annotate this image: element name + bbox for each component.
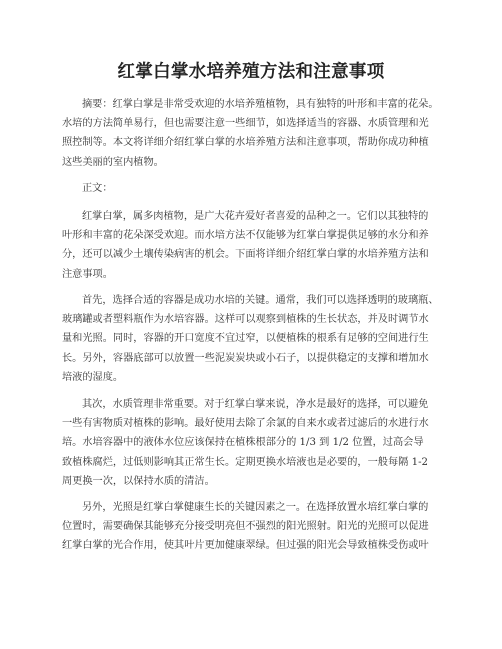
paragraph-line: 培。水培容器中的液体水位应该保持在植株根部分的 1/3 到 1/2 位置，过高会导 bbox=[62, 437, 424, 449]
paragraph-line: 一些有害物质对植株的影响。最好使用去除了余氯的自来水或者过滤后的水进行水 bbox=[62, 418, 429, 430]
intro-paragraph bbox=[62, 207, 462, 284]
paragraph-line: 照控制等。本文将详细介绍红掌白掌的水培养殖方法和注意事项，帮助你成功种植 bbox=[62, 137, 429, 149]
paragraph-line: 正文： bbox=[82, 183, 113, 194]
paragraph-line: 红掌白掌的光合作用，使其叶片更加健康翠绿。但过强的阳光会导致植株受伤或叶 bbox=[62, 540, 429, 552]
paragraph-line: 其次，水质管理非常重要。对于红掌白掌来说，净水是最好的选择，可以避免 bbox=[82, 399, 429, 410]
paragraph-line: 分，还可以减少土壤传染病害的机会。下面将详细介绍红掌白掌的水培养殖方法和 bbox=[62, 249, 429, 261]
document-title: 红掌白掌水培养殖方法和注意事项 bbox=[117, 62, 385, 82]
paragraph-line: 玻璃罐或者塑料瓶作为水培容器。这样可以观察到植株的生长状态，并及时调节水 bbox=[62, 314, 429, 326]
paragraph-line: 周更换一次，以保持水质的清洁。 bbox=[62, 475, 215, 487]
paragraph-line: 培液的湿度。 bbox=[62, 371, 124, 383]
container-paragraph bbox=[62, 291, 462, 387]
light-paragraph bbox=[62, 498, 462, 556]
paragraph-line: 量和光照。同时，容器的开口宽度不宜过窄，以便植株的根系有足够的空间进行生 bbox=[62, 333, 429, 345]
paragraph-line: 水培的方法简单易行，但也需要注意一些细节，如选择适当的容器、水质管理和光 bbox=[62, 118, 429, 130]
paragraph-line: 位置时，需要确保其能够充分接受明亮但不强烈的阳光照射。阳光的光照可以促进 bbox=[62, 521, 429, 533]
paragraph-line: 致植株腐烂，过低则影响其正常生长。定期更换水培液也是必要的，一般每隔 1-2 bbox=[62, 456, 429, 468]
paragraph-line: 这些美丽的室内植物。 bbox=[62, 156, 164, 168]
paragraph-line: 摘要：红掌白掌是非常受欢迎的水培养殖植物，具有独特的叶形和丰富的花朵。 bbox=[82, 99, 439, 110]
paragraph-line: 长。另外，容器底部可以放置一些泥炭炭块或小石子，以提供稳定的支撑和增加水 bbox=[62, 352, 429, 364]
paragraph-line: 注意事项。 bbox=[62, 268, 113, 280]
paragraph-line: 首先，选择合适的容器是成功水培的关键。通常，我们可以选择透明的玻璃瓶、 bbox=[82, 295, 439, 306]
paragraph-line: 叶形和丰富的花朵深受欢迎。而水培方法不仅能够为红掌白掌提供足够的水分和养 bbox=[62, 230, 429, 242]
body-heading bbox=[62, 179, 462, 198]
water-paragraph bbox=[62, 395, 462, 491]
abstract-paragraph bbox=[62, 95, 462, 172]
paragraph-line: 另外，光照是红掌白掌健康生长的关键因素之一。在选择放置水培红掌白掌的 bbox=[82, 502, 429, 513]
paragraph-line: 红掌白掌，属多肉植物，是广大花卉爱好者喜爱的品种之一。它们以其独特的 bbox=[82, 211, 429, 222]
